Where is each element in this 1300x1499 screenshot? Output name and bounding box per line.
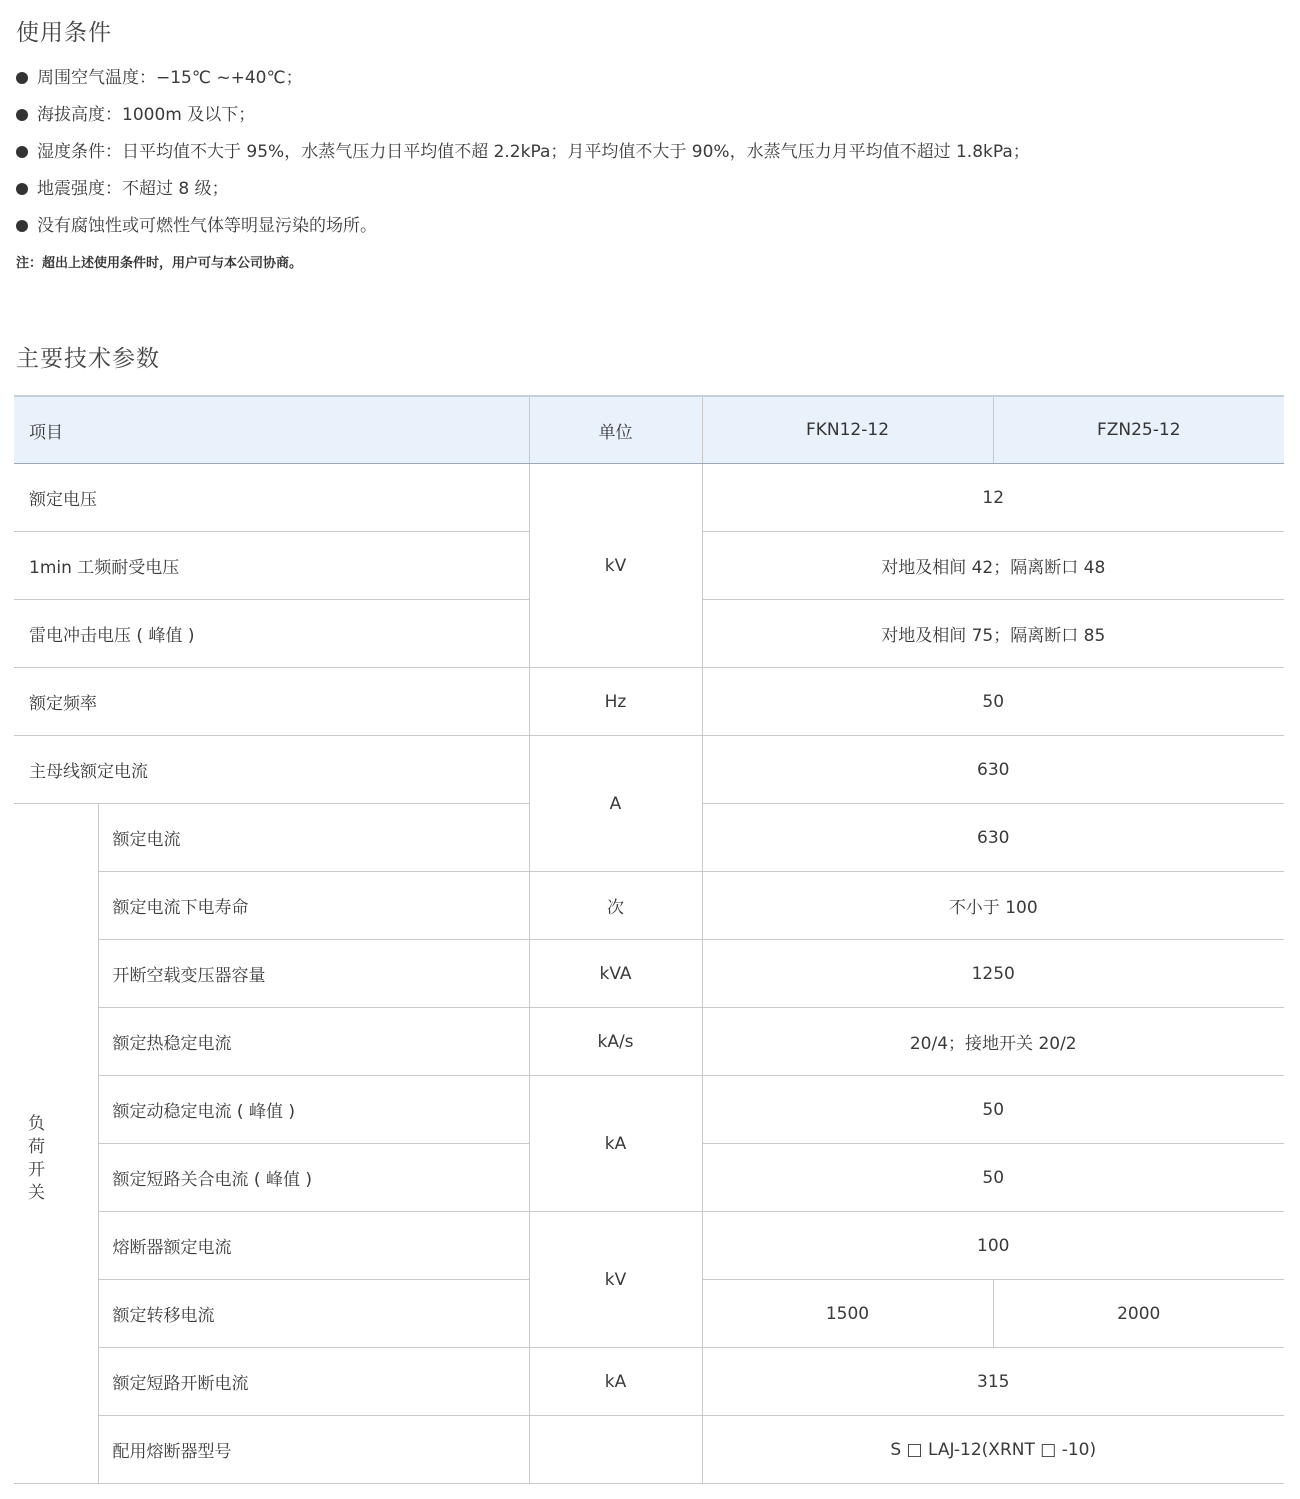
row-value: 不小于 100	[702, 872, 1284, 940]
table-row	[14, 940, 1284, 1008]
group-label-cell	[14, 804, 98, 1484]
row-value: 20/4；接地开关 20/2	[702, 1008, 1284, 1076]
bullet-icon	[16, 183, 28, 195]
header-item: 项目	[14, 396, 529, 464]
list-item	[16, 63, 1030, 100]
row-label: 开断空载变压器容量	[98, 940, 529, 1008]
row-label: 额定电流	[98, 804, 529, 872]
list-item	[16, 137, 1030, 174]
bullet-icon	[16, 109, 28, 121]
row-value: 50	[702, 1144, 1284, 1212]
condition-text: 地震强度：不超过 8 级；	[37, 179, 229, 199]
table-row	[14, 872, 1284, 940]
unit-cell: kVA	[529, 940, 702, 1008]
table-row	[14, 464, 1284, 532]
table-row	[14, 1212, 1284, 1280]
row-label: 额定转移电流	[98, 1280, 529, 1348]
unit-cell: kA	[529, 1348, 702, 1416]
bullet-icon	[16, 220, 28, 232]
row-label: 主母线额定电流	[14, 736, 529, 804]
table-row	[14, 1348, 1284, 1416]
list-item	[16, 174, 1030, 211]
header-model-fzn: FZN25-12	[993, 396, 1284, 464]
row-value: 315	[702, 1348, 1284, 1416]
row-label: 额定电压	[14, 464, 529, 532]
header-model-fkn: FKN12-12	[702, 396, 993, 464]
unit-cell: Hz	[529, 668, 702, 736]
row-label: 熔断器额定电流	[98, 1212, 529, 1280]
condition-text: 没有腐蚀性或可燃性气体等明显污染的场所。	[37, 216, 377, 236]
group-label: 负荷开关	[28, 1113, 45, 1203]
condition-text: 周围空气温度：−15℃ ~+40℃；	[37, 68, 303, 88]
table-row	[14, 1416, 1284, 1484]
bullet-icon	[16, 146, 28, 158]
bullet-icon	[16, 72, 28, 84]
unit-cell	[529, 1416, 702, 1484]
row-value-fkn: 1500	[702, 1280, 993, 1348]
row-label: 雷电冲击电压 ( 峰值 )	[14, 600, 529, 668]
table-row	[14, 668, 1284, 736]
unit-cell: kA	[529, 1076, 702, 1212]
params-table	[14, 395, 1284, 1484]
list-item	[16, 211, 1030, 248]
condition-text: 海拔高度：1000m 及以下；	[37, 105, 256, 125]
unit-cell: kV	[529, 1212, 702, 1348]
conditions-title: 使用条件	[16, 20, 112, 46]
row-label: 1min 工频耐受电压	[14, 532, 529, 600]
conditions-note: 注：超出上述使用条件时，用户可与本公司协商。	[16, 256, 303, 271]
unit-cell: kA/s	[529, 1008, 702, 1076]
table-row	[14, 1076, 1284, 1144]
row-label: 配用熔断器型号	[98, 1416, 529, 1484]
row-label: 额定热稳定电流	[98, 1008, 529, 1076]
row-value: 100	[702, 1212, 1284, 1280]
row-value: 630	[702, 736, 1284, 804]
row-value: 1250	[702, 940, 1284, 1008]
row-value: 对地及相间 75；隔离断口 85	[702, 600, 1284, 668]
table-header-row	[14, 396, 1284, 464]
row-value: 630	[702, 804, 1284, 872]
row-value: 50	[702, 1076, 1284, 1144]
row-value: S □ LAJ-12(XRNT □ -10)	[702, 1416, 1284, 1484]
row-label: 额定短路开断电流	[98, 1348, 529, 1416]
table-row	[14, 1008, 1284, 1076]
condition-text: 湿度条件：日平均值不大于 95%，水蒸气压力日平均值不超 2.2kPa；月平均值不大于 90%，水蒸气压力月平均值不超过 1.8kPa；	[37, 142, 1030, 162]
params-title: 主要技术参数	[16, 346, 160, 372]
row-label: 额定频率	[14, 668, 529, 736]
conditions-list	[16, 63, 1030, 248]
row-label: 额定短路关合电流 ( 峰值 )	[98, 1144, 529, 1212]
unit-cell: kV	[529, 464, 702, 668]
unit-cell: 次	[529, 872, 702, 940]
row-value: 12	[702, 464, 1284, 532]
list-item	[16, 100, 1030, 137]
header-unit: 单位	[529, 396, 702, 464]
row-label: 额定电流下电寿命	[98, 872, 529, 940]
table-row	[14, 736, 1284, 804]
row-value: 对地及相间 42；隔离断口 48	[702, 532, 1284, 600]
row-value-fzn: 2000	[993, 1280, 1284, 1348]
row-value: 50	[702, 668, 1284, 736]
row-label: 额定动稳定电流 ( 峰值 )	[98, 1076, 529, 1144]
unit-cell: A	[529, 736, 702, 872]
